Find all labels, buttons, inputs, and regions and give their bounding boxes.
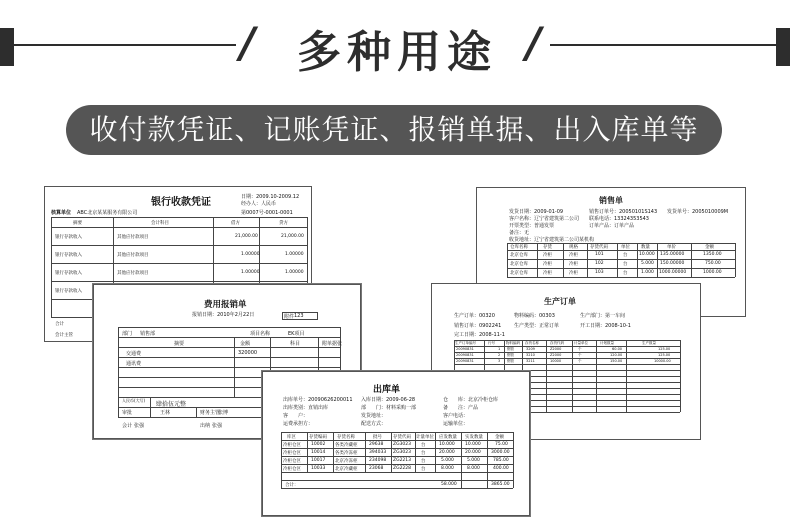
outbound-header: 存货编码 — [309, 435, 327, 440]
table-cell: 其他应付款项目 — [117, 271, 149, 276]
production-title: 生产订单 — [544, 297, 576, 306]
expense-dept-value: 销售部 — [140, 331, 156, 337]
expense-total-value: 肆拾伍元整 — [156, 401, 187, 408]
table-cell: 1.00000 — [285, 270, 304, 275]
table-cell: 5.000 — [467, 458, 480, 463]
outbound-info: 发货地址： — [361, 413, 387, 419]
expense-no-label: 附件 — [284, 314, 295, 320]
expense-payee-label: 出纳 — [200, 423, 211, 429]
table-cell: 台 — [421, 459, 426, 464]
production-info: 开工日期：2008-10-1 — [580, 323, 631, 329]
table-cell: 8.000 — [467, 466, 480, 471]
outbound-info: 出库单号：20090626200011 — [283, 397, 353, 403]
table-cell: 其他应付款项目 — [117, 235, 149, 240]
table-cell: 钢管 — [507, 353, 514, 357]
table-cell: 1000.00 — [703, 270, 722, 275]
table-cell: 21,000.00 — [281, 234, 304, 239]
production-header: 生产数量 — [642, 341, 656, 345]
table-cell: 钢管 — [507, 347, 514, 351]
bank-col-summary: 摘要 — [73, 221, 82, 226]
expense-dept-label: 部门 — [122, 331, 133, 337]
header-right-slash: / — [526, 18, 542, 67]
bank-receipt-title: 银行收款凭证 — [151, 197, 211, 208]
table-cell: 150.00 — [610, 359, 623, 363]
outbound-total-qty: 58.000 — [441, 482, 457, 487]
expense-finance-value: 张博 — [218, 410, 229, 416]
table-cell: 1.00000 — [285, 252, 304, 257]
table-cell: 10033 — [311, 466, 326, 471]
sales-info: 联系电话：13324353543 — [589, 216, 649, 222]
expense-amount-header: 金额 — [240, 341, 251, 347]
sales-header: 仓库名称 — [510, 245, 528, 250]
table-cell: 20090831 — [456, 353, 474, 357]
table-cell: 冷柜 — [543, 262, 552, 267]
sales-info: 备注：无 — [509, 230, 530, 236]
production-info: 生产部门：第一车间 — [580, 313, 626, 319]
table-cell: 冷柜 — [569, 271, 578, 276]
table-cell: 银行存款收入 — [55, 289, 82, 294]
outbound-header: 存货代码 — [393, 435, 411, 440]
bank-col-subject: 会计科目 — [151, 221, 169, 226]
expense-project-value: EK项目 — [288, 331, 305, 337]
table-cell: 冷柜仓区 — [283, 451, 301, 456]
table-cell: 29638 — [369, 442, 384, 447]
outbound-header: 批号 — [373, 435, 382, 440]
table-cell: 150.00000 — [660, 261, 685, 266]
table-cell: ZG3023 — [393, 450, 412, 455]
table-cell: 冷柜 — [543, 271, 552, 276]
sales-info: 收货地址：辽宁省建筑第二公司某机构 — [509, 237, 595, 243]
table-cell: 台 — [623, 271, 628, 276]
table-cell: 北京仓库 — [510, 253, 528, 258]
table-cell: 北京冷冻柜 — [335, 459, 358, 464]
bank-receipt-unit-label: 核算单位 — [51, 210, 72, 216]
production-info: 生产订单：00320 — [454, 313, 495, 319]
table-cell: 20090831 — [456, 347, 474, 351]
expense-cashier-value: 张强 — [134, 423, 145, 429]
table-cell: 冷柜 — [569, 253, 578, 258]
table-cell: 台 — [623, 253, 628, 258]
production-header: 行号 — [488, 341, 495, 345]
table-cell: 5.000 — [641, 261, 654, 266]
sales-info: 发货日期：2009-01-09 — [509, 209, 564, 215]
table-cell: 125.00 — [658, 353, 671, 357]
outbound-info: 运输单位： — [443, 421, 469, 427]
table-cell: 台 — [421, 467, 426, 472]
table-cell: 个 — [578, 359, 582, 363]
table-cell: 785.00 — [493, 458, 509, 463]
sales-info: 发货单号：2005010009M — [667, 209, 729, 215]
outbound-header: 实发数量 — [465, 435, 483, 440]
header-right-bar — [776, 28, 790, 66]
table-cell: 102 — [595, 261, 604, 266]
table-cell: ZG2213 — [393, 458, 412, 463]
table-cell: 2 — [498, 353, 501, 357]
table-cell: 103 — [595, 270, 604, 275]
table-cell: Z2000 — [550, 353, 562, 357]
sales-info: 销售订单号：20050101S143 — [589, 209, 658, 215]
table-cell: 3 — [498, 359, 501, 363]
outbound-info: 出库类别：直销出库 — [283, 405, 329, 411]
table-cell: 冷柜仓区 — [283, 467, 301, 472]
bank-receipt-unit-value: ABC北京某某服务有限公司 — [77, 210, 138, 216]
table-cell: 3210 — [526, 353, 535, 357]
table-cell: 银行存款收入 — [55, 235, 82, 240]
table-cell: 钢管 — [507, 359, 514, 363]
table-cell: 400.00 — [493, 466, 509, 471]
table-cell: 银行存款收入 — [55, 253, 82, 258]
expense-total-label: 人民币(大写) — [122, 398, 146, 403]
sales-header: 存货代码 — [590, 245, 608, 250]
expense-project-label: 项目名称 — [250, 331, 271, 337]
bank-receipt-sign-label: 会计主管 — [55, 333, 73, 338]
header-left-line — [14, 44, 236, 46]
production-header: 存货代码 — [550, 341, 564, 345]
table-cell: 1 — [498, 347, 501, 351]
table-cell: Z2000 — [550, 347, 562, 351]
table-cell: 个 — [578, 347, 582, 351]
table-cell: 1000.00000 — [659, 270, 687, 275]
production-header: 存货名称 — [525, 341, 539, 345]
table-cell: 21,000.00 — [235, 234, 258, 239]
outbound-header: 应发数量 — [439, 435, 457, 440]
table-cell: 1350.00 — [703, 252, 722, 257]
outbound-info: 运费承担方： — [283, 421, 314, 427]
table-cell: 101 — [595, 252, 604, 257]
expense-title: 费用报销单 — [204, 300, 247, 310]
table-cell: 234098 — [369, 458, 387, 463]
outbound-header: 存货名称 — [337, 435, 355, 440]
expense-date: 报销日期：2010年2月22日 — [192, 312, 255, 318]
bank-receipt-total-label: 合计 — [55, 322, 64, 327]
sales-header: 规格 — [569, 245, 578, 250]
outbound-title: 出库单 — [373, 385, 401, 395]
table-cell: 1.000 — [641, 270, 654, 275]
outbound-info: 部 门：材料采购一部 — [361, 405, 417, 411]
table-cell: 10014 — [311, 450, 326, 455]
table-cell: 各类冷冻柜 — [335, 451, 358, 456]
outbound-info: 配送方式： — [361, 421, 387, 427]
production-header: 生产订单编号 — [455, 341, 476, 345]
production-header: 计划数量 — [600, 341, 614, 345]
table-cell: 20090831 — [456, 359, 474, 363]
sales-header: 单价 — [667, 245, 676, 250]
table-cell: 冷柜仓区 — [283, 443, 301, 448]
bank-receipt-voucher-no: 第0007号-0001-0001 — [241, 210, 293, 216]
table-cell: 20.000 — [439, 450, 455, 455]
subtitle-banner: 收付款凭证、记账凭证、报销单据、出入库单等 — [66, 105, 722, 155]
table-cell: 北京仓库 — [510, 262, 528, 267]
table-cell: 个 — [578, 353, 582, 357]
table-cell: 135.00000 — [660, 252, 685, 257]
production-info: 完工日期：2008-11-1 — [454, 332, 505, 338]
outbound-header: 计量单位 — [416, 435, 434, 440]
bank-col-debit: 借方 — [231, 221, 240, 226]
expense-amount-value: 320000 — [238, 350, 258, 356]
table-cell: 冷柜仓区 — [283, 459, 301, 464]
table-cell: 120.00 — [610, 353, 623, 357]
expense-summary-header: 摘要 — [174, 341, 185, 347]
bank-receipt-date: 日期：2009.10-2009.12 — [241, 194, 300, 200]
table-cell: 10.000 — [439, 442, 455, 447]
table-cell: ZG3023 — [393, 442, 412, 447]
sales-header: 金额 — [705, 245, 714, 250]
table-cell: 各类冷藏柜 — [335, 443, 358, 448]
bank-col-credit: 贷方 — [279, 221, 288, 226]
table-cell: 1.00000 — [241, 252, 260, 257]
table-cell: 其他应付款项目 — [117, 253, 149, 258]
outbound-total-label: 合计： — [285, 483, 299, 488]
expense-subject-header: 科目 — [290, 341, 301, 347]
production-info: 销售订单：0902241 — [454, 323, 502, 329]
expense-item: 通讯费 — [126, 361, 142, 367]
table-cell: 394033 — [369, 450, 387, 455]
outbound-info: 客户电话： — [443, 413, 469, 419]
sales-info: 开票类型：普通发票 — [509, 223, 555, 229]
table-cell: 60.00 — [612, 347, 623, 351]
header-right-line — [550, 44, 776, 46]
table-cell: 10000.00 — [654, 359, 671, 363]
table-cell: 750.00 — [705, 261, 721, 266]
outbound-info: 入库日期：2009-06-28 — [361, 397, 416, 403]
outbound-info: 仓 库：北京冷柜仓库 — [443, 397, 499, 403]
table-cell: 冷柜 — [543, 253, 552, 258]
expense-note-header: 附单据张 — [322, 341, 343, 347]
table-cell: 20.000 — [465, 450, 481, 455]
bank-receipt-handler: 经办人：人民币 — [241, 201, 277, 207]
header-left-slash: / — [240, 18, 256, 67]
production-info: 生产类型：正常订单 — [514, 323, 560, 329]
table-cell: 北京仓库 — [510, 271, 528, 276]
table-cell: 银行存款收入 — [55, 271, 82, 276]
table-cell: 125.00 — [658, 347, 671, 351]
table-cell: 75.00 — [495, 442, 508, 447]
table-cell: 10002 — [311, 442, 326, 447]
table-cell: 台 — [623, 262, 628, 267]
table-cell: 10.000 — [639, 252, 655, 257]
table-cell: 台 — [421, 443, 426, 448]
expense-approver-label: 审批 — [122, 410, 133, 416]
table-cell: 3209 — [526, 347, 535, 351]
header-left-bar — [0, 28, 14, 66]
table-cell: 5.000 — [441, 458, 454, 463]
expense-item: 交通费 — [126, 351, 142, 357]
expense-payee-value: 张强 — [212, 423, 223, 429]
production-header: 物料编码 — [506, 341, 520, 345]
table-cell: ZG2228 — [393, 466, 412, 471]
table-cell: 10017 — [311, 458, 326, 463]
table-cell: 冷柜 — [569, 262, 578, 267]
outbound-header: 金额 — [495, 435, 504, 440]
table-cell: 8.000 — [441, 466, 454, 471]
outbound-info: 备 注：产品 — [443, 405, 479, 411]
outbound-header: 库区 — [287, 435, 296, 440]
sales-info: 客户名称：辽宁省建筑第二公司 — [509, 216, 580, 222]
outbound-info: 客 户： — [283, 413, 309, 419]
expense-no-value: 123 — [294, 313, 304, 319]
expense-finance-label: 财务主管 — [200, 410, 221, 416]
outbound-form — [262, 371, 530, 516]
sales-header: 单位 — [621, 245, 630, 250]
expense-cashier-label: 会计 — [122, 423, 133, 429]
production-header: 计量单位 — [574, 341, 588, 345]
table-cell: 23068 — [369, 466, 384, 471]
expense-approver-value: 王林 — [160, 410, 171, 416]
table-cell: 1.00000 — [241, 270, 260, 275]
sales-info: 订单产品：订单产品 — [589, 223, 635, 229]
production-info: 物料编码：00303 — [514, 313, 555, 319]
table-cell: 10000 — [550, 359, 562, 363]
outbound-total-amount: 3865.00 — [491, 482, 510, 487]
sales-header: 数量 — [641, 245, 650, 250]
table-cell: 北京冷藏柜 — [335, 467, 358, 472]
sales-slip-title: 销售单 — [599, 196, 623, 205]
page-title: 多种用途 — [297, 27, 497, 78]
table-cell: 3000.00 — [491, 450, 510, 455]
table-cell: 台 — [421, 451, 426, 456]
sales-header: 存货 — [543, 245, 552, 250]
table-cell: 10.000 — [465, 442, 481, 447]
table-cell: 3211 — [526, 359, 535, 363]
